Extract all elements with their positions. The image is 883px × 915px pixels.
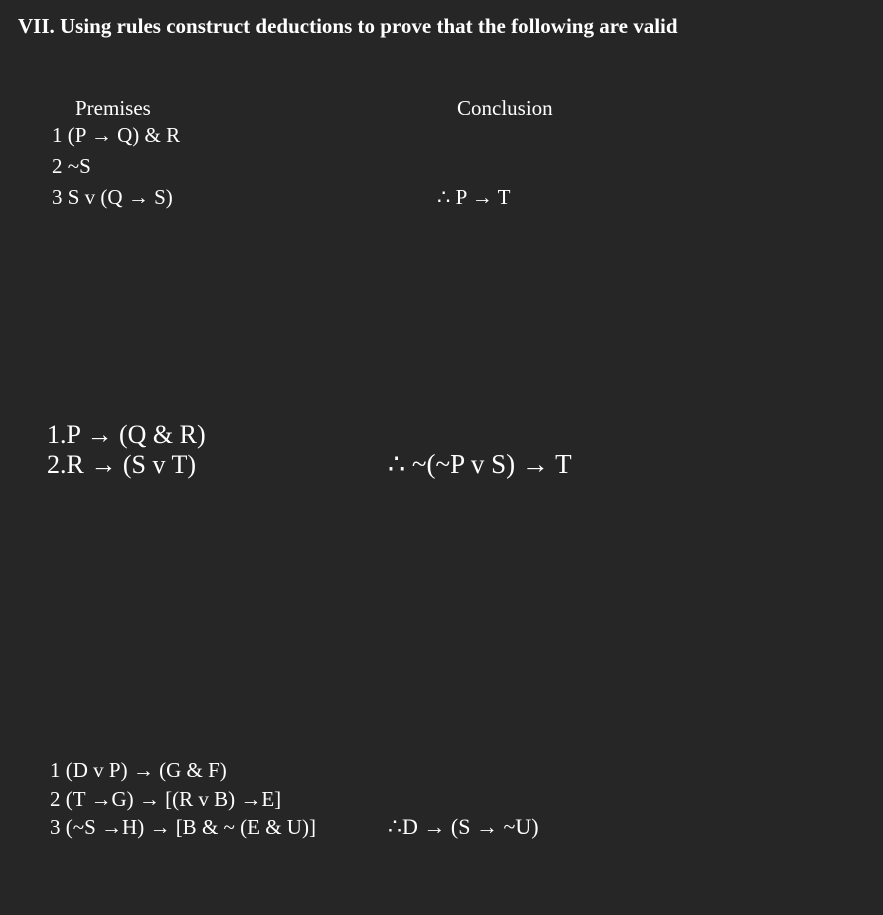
problem1-premise-2: 2 ~S	[52, 154, 91, 178]
problem3-premise-3: 3 (~S →H) → [B & ~ (E & U)]	[50, 815, 316, 839]
problem2-conclusion: ∴ ~(~P v S) → T	[388, 449, 572, 479]
premises-header: Premises	[75, 96, 151, 120]
problem1-conclusion: ∴ P → T	[437, 185, 511, 209]
problem3-premise-2: 2 (T →G) → [(R v B) →E]	[50, 787, 282, 811]
problem3-premise-1: 1 (D v P) → (G & F)	[50, 758, 227, 782]
problem1-premise-3: 3 S v (Q → S)	[52, 185, 173, 209]
problem1-premise-1: 1 (P → Q) & R	[52, 123, 181, 147]
page-title: VII. Using rules construct deductions to prove that the following are valid	[18, 14, 678, 38]
problem2-premise-2: 2.R → (S v T)	[47, 450, 197, 479]
problem2-premise-1: 1.P → (Q & R)	[47, 420, 206, 449]
conclusion-header: Conclusion	[457, 96, 553, 120]
problem3-conclusion: ∴D → (S → ~U)	[388, 814, 539, 839]
